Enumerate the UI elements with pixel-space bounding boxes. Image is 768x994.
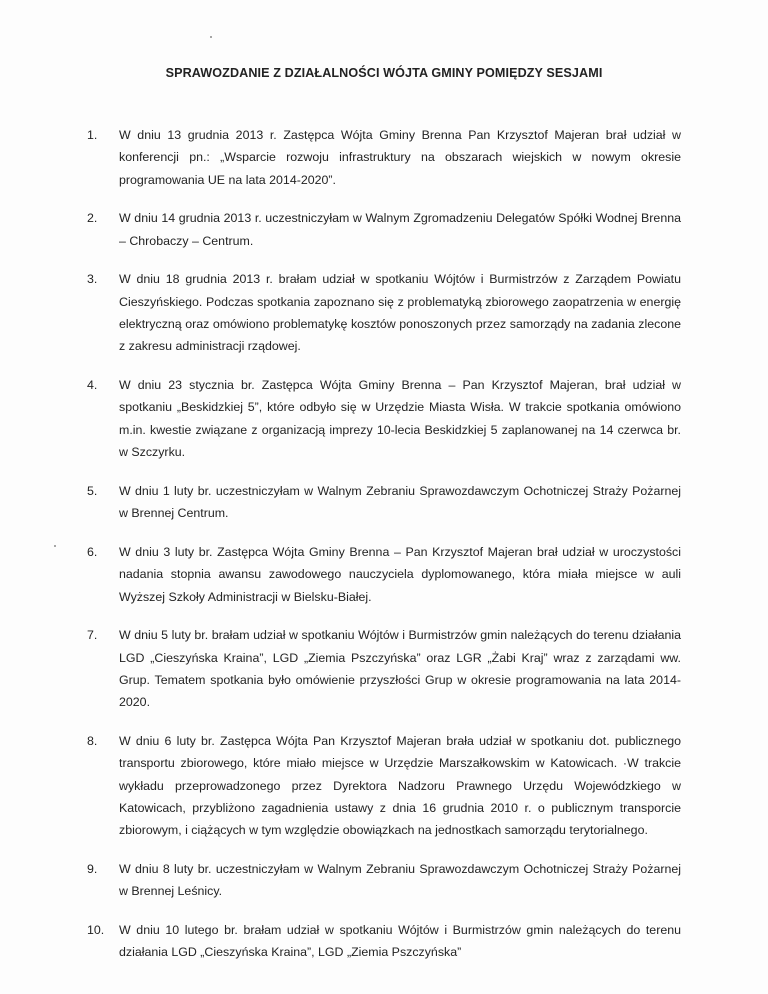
report-list <box>87 124 681 964</box>
item-number: 5. <box>87 483 98 498</box>
scan-speck <box>54 545 56 547</box>
item-number: 3. <box>87 272 98 287</box>
item-number: 9. <box>87 862 98 877</box>
list-item <box>87 730 681 841</box>
list-item <box>87 124 681 191</box>
item-number: 4. <box>87 378 98 393</box>
list-item <box>87 858 681 903</box>
item-number: 1. <box>87 128 98 142</box>
item-number: 8. <box>87 734 98 749</box>
item-text: W dniu 18 grudnia 2013 r. brałam udział w spotkaniu Wójtów i Burmistrzów z Zarządem Powiatu Cieszyńskiego. Podczas spotkania zapoznano się z problematyką zbiorowego zaopatrzenia w energię elektryczną oraz omówiono problematykę kosztów ponoszonych przez samorządy na zadania zlecone z zakresu administracji rządowej. <box>119 272 681 354</box>
item-text: W dniu 8 luty br. uczestniczyłam w Walnym Zebraniu Sprawozdawczym Ochotniczej Straży Pożarnej w Brennej Leśnicy. <box>119 862 681 899</box>
item-text: W dniu 14 grudnia 2013 r. uczestniczyłam w Walnym Zgromadzeniu Delegatów Spółki Wodnej Brenna – Chrobaczy – Centrum. <box>119 211 681 248</box>
scan-speck <box>210 36 212 38</box>
item-text: W dniu 1 luty br. uczestniczyłam w Walnym Zebraniu Sprawozdawczym Ochotniczej Straży Pożarnej w Brennej Centrum. <box>119 483 681 521</box>
item-number: 7. <box>87 628 98 643</box>
list-item <box>87 374 681 463</box>
list-item <box>87 541 681 608</box>
item-text: W dniu 23 stycznia br. Zastępca Wójta Gminy Brenna – Pan Krzysztof Majeran, brał udział w spotkaniu „Beskidzkiej 5”, które odbyło się w Urzędzie Miasta Wisła. W trakcie spotkania omówiono m.in. kwestie związane z organizacją imprezy 10-lecia Beskidzkiej 5 zaplanowanej na 14 czerwca br. w Szczyrku. <box>119 378 681 460</box>
item-text: W dniu 6 luty br. Zastępca Wójta Pan Krzysztof Majeran brała udział w spotkaniu dot. publicznego transportu zbiorowego, które miało miejsce w Urzędzie Marszałkowskim w Katowicach. ·W trakcie wykładu przeprowadzonego przez Dyrektora Nadzoru Prawnego Urzędu Wojewódzkiego w Katowicach, przybliżono zagadnienia ustawy z dnia 16 grudnia 2010 r. o publicznym transporcie zbiorowym, i ciążących w tym względzie obowiązkach na jednostkach samorządu terytorialnego. <box>119 734 681 838</box>
item-number: 6. <box>87 544 98 559</box>
item-text: W dniu 5 luty br. brałam udział w spotkaniu Wójtów i Burmistrzów gmin należących do terenu działania LGD „Cieszyńska Kraina”, LGD „Ziemia Pszczyńska” oraz LGR „Żabi Kraj” wraz z zarządami ww. Grup. Tematem spotkania było omówienie przyszłości Grup w okresie programowania na lata 2014-2020. <box>119 628 681 710</box>
item-number: 10. <box>87 923 105 938</box>
item-text: W dniu 13 grudnia 2013 r. Zastępca Wójta Gminy Brenna Pan Krzysztof Majeran brał udział w konferencji pn.: „Wsparcie rozwoju infrastruktury na obszarach wiejskich w nowym okresie programowania UE na lata 2014-2020”. <box>119 128 681 187</box>
document-title: SPRAWOZDANIE Z DZIAŁALNOŚCI WÓJTA GMINY POMIĘDZY SESJAMI <box>165 66 603 80</box>
list-item <box>87 919 681 964</box>
list-item <box>87 624 681 713</box>
list-item <box>87 480 681 525</box>
item-text: W dniu 3 luty br. Zastępca Wójta Gminy Brenna – Pan Krzysztof Majeran brał udział w uroczystości nadania stopnia awansu zawodowego nauczyciela dyplomowanego, która miała miejsce w auli Wyższej Szkoły Administracji w Bielsku-Białej. <box>119 544 681 604</box>
item-number: 2. <box>87 211 98 226</box>
list-item <box>87 207 681 252</box>
item-text: W dniu 10 lutego br. brałam udział w spotkaniu Wójtów i Burmistrzów gmin należących do terenu działania LGD „Cieszyńska Kraina”, LGD „Ziemia Pszczyńska” <box>119 923 681 960</box>
list-item <box>87 268 681 357</box>
